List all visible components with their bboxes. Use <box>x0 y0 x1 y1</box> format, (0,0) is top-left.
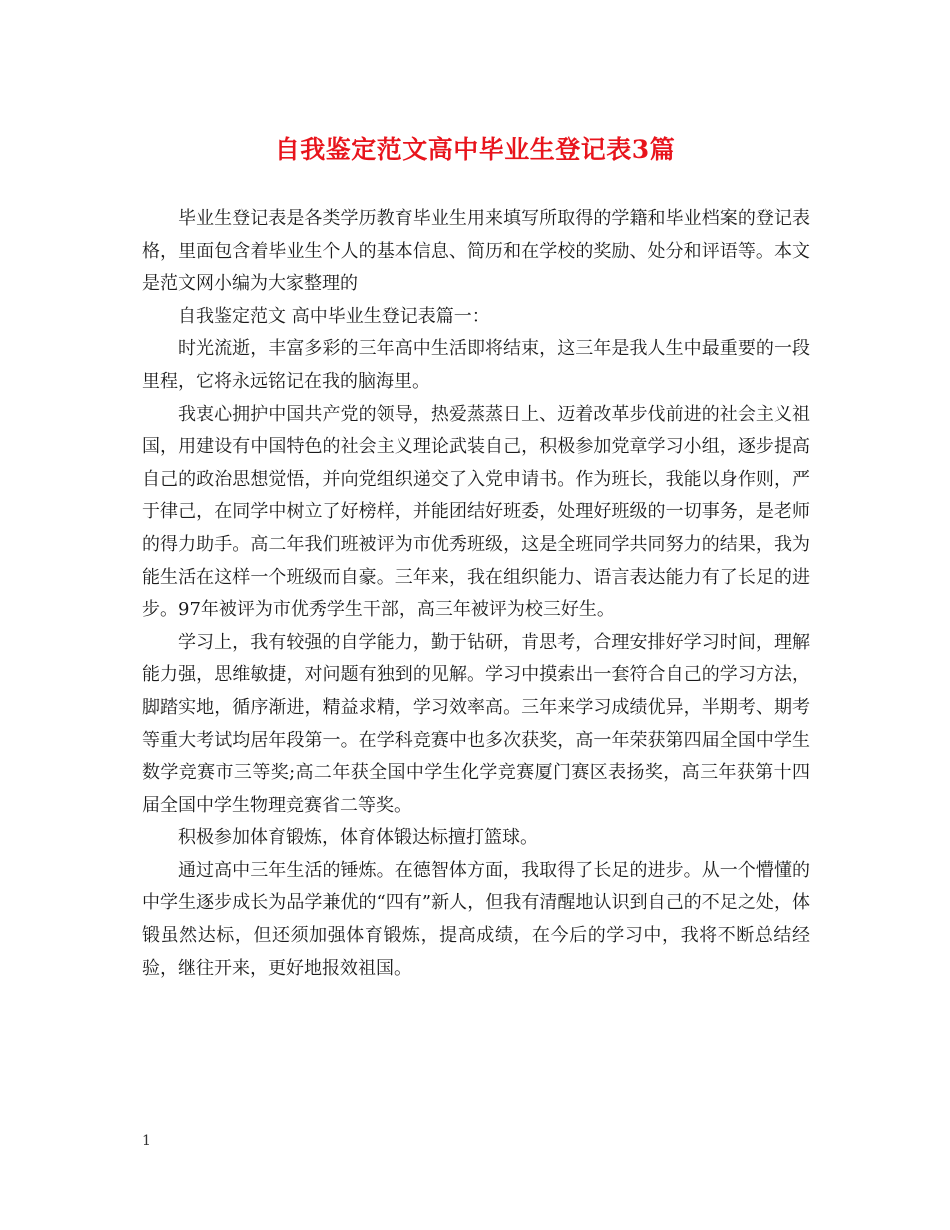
page-number: 1 <box>142 1133 151 1149</box>
paragraph-sports: 积极参加体育锻炼，体育体锻达标擅打篮球。 <box>178 827 538 849</box>
paragraph-politics: 我衷心拥护中国共产党的领导，热爱蒸蒸日上、迈着改革步伐前进的社会主义祖国，用建设有中国特色的社会主义理论武装自己，积极参加党章学习小组，逐步提高自己的政治思想觉悟，并向党组织递交了入党申请书。作为班长，我能以身作则，严于律己，在同学中树立了好榜样，并能团结好班委，处理好班级的一切事务，是老师的得力助手。高二年我们班被评为市优秀班级，这是全班同学共同努力的结果，我为能生活在这样一个班级而自豪。三年来，我在组织能力、语言表达能力有了长足的进步。97年被评为市优秀学生干部，高三年被评为校三好生。 <box>142 403 810 621</box>
paragraph-opening: 时光流逝，丰富多彩的三年高中生活即将结束，这三年是我人生中最重要的一段里程，它将永远铭记在我的脑海里。 <box>142 338 810 392</box>
paragraph-study: 学习上，我有较强的自学能力，勤于钻研，肯思考，合理安排好学习时间，理解能力强，思维敏捷，对问题有独到的见解。学习中摸索出一套符合自己的学习方法，脚踏实地，循序渐进，精益求精，学习效率高。三年来学习成绩优异，半期考、期考等重大考试均居年段第一。在学科竞赛中也多次获奖，高一年荣获第四届全国中学生数学竞赛市三等奖;高二年获全国中学生化学竞赛厦门赛区表扬奖，高三年获第十四届全国中学生物理竞赛省二等奖。 <box>142 631 810 816</box>
paragraph-section-heading: 自我鉴定范文 高中毕业生登记表篇一： <box>178 305 490 327</box>
document-body <box>142 203 810 985</box>
document-title: 自我鉴定范文高中毕业生登记表3篇 <box>274 135 676 164</box>
paragraph-intro: 毕业生登记表是各类学历教育毕业生用来填写所取得的学籍和毕业档案的登记表格，里面包含着毕业生个人的基本信息、简历和在学校的奖励、处分和评语等。本文是范文网小编为大家整理的 <box>142 208 810 295</box>
paragraph-summary: 通过高中三年生活的锤炼。在德智体方面，我取得了长足的进步。从一个懵懂的中学生逐步成长为品学兼优的“四有”新人，但我有清醒地认识到自己的不足之处，体锻虽然达标，但还须加强体育锻炼，提高成绩，在今后的学习中，我将不断总结经验，继往开来，更好地报效祖国。 <box>142 859 810 979</box>
